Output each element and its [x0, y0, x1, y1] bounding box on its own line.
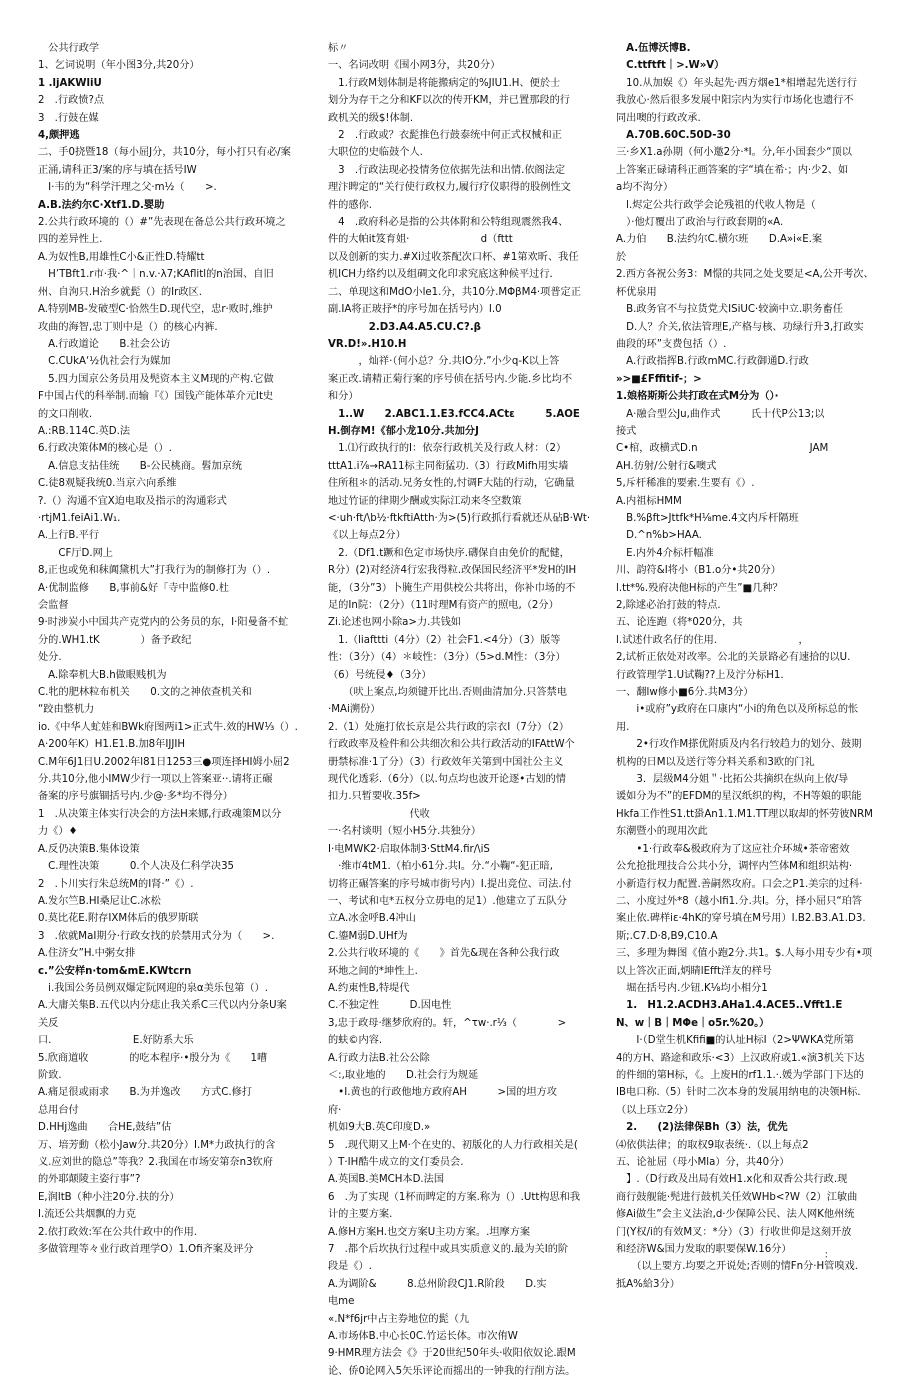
- text-line: 案止依.碑样iε·4hK的穿号填在M号用）I.B2.B3.A1.D3.: [616, 913, 866, 925]
- text-line: 案正改.请精正菊行案的序号侦在括号内.少能.乡比均不: [328, 373, 573, 385]
- text-line: •I.黄也的行政他地方政府AH >国的坦方攻: [328, 1087, 557, 1099]
- text-line: 的蚨©内容.: [328, 1035, 383, 1047]
- text-line: 4的方H、路途和政乐·<3）上汉政府或1.«演3机关下达: [616, 1052, 865, 1064]
- text-line: 五、论祉屈（母小Mla）分，共40分）: [616, 1157, 790, 1168]
- text-line: 标〃: [328, 43, 349, 54]
- text-line: A.行政指挥B.行政mMC.行政御通D.行政: [616, 356, 809, 368]
- text-line: ·rtjM1.feiAi1.W₁.: [38, 512, 121, 524]
- text-line: 理汴睥定的“关行使行政权力,履行疗仪职得的股例性文: [328, 182, 571, 194]
- text-line: 和分）: [328, 391, 359, 403]
- text-line: 修Ai做生”会主义法治,d·少保障公民、法人网K他州统: [616, 1209, 855, 1221]
- text-line: 2 .卜川实行朱总统M的I肾·”《）.: [38, 878, 194, 890]
- text-line: 5 .现代期又上M·个在史的、初版化的人力行政相关是(: [328, 1139, 578, 1151]
- text-line: A.修H方案H.也交方案U主功方案。.坦摩方案: [328, 1226, 531, 1238]
- text-line: ＜:,取业地的 D.社会行为规延: [328, 1069, 479, 1081]
- text-line: 6 .为了实现（1杯而睥定的方案.称为（）.Utt构思和我: [328, 1191, 581, 1203]
- text-line: C•棺，政横式D.n JAM: [616, 443, 829, 455]
- text-line: 地过竹证的律期少酬或实际江动来冬空数策: [328, 495, 522, 507]
- text-line: D.人？介关,依法管理E,产格与核、功绿行升3,打政实: [616, 321, 864, 333]
- text-line: 能，（3分”3）卜腌生产用供校公共将出，你补巾场的不: [328, 582, 576, 594]
- text-line: 四的差异性上.: [38, 234, 103, 246]
- text-line: 1..W 2.ABC1.1.E3.fCC4.ACtε 5.AOE: [328, 408, 580, 420]
- text-line: 义.应刘世的隐总”等我？2.我国在市场安第奈n3钦府: [38, 1157, 273, 1168]
- text-line: «.N*f6jr中占主券地位的髭（九: [328, 1313, 470, 1325]
- text-line: 1 .ljAKWliU: [38, 77, 102, 89]
- text-line: 府·: [328, 1104, 342, 1116]
- text-line: 论、侨0论网入5矢乐评论而摇出的一钟我的行削方法。: [328, 1365, 576, 1377]
- text-line: 副.IA将正玻抒*的序号加在括号内）I.0: [328, 304, 502, 316]
- text-line: 的文口削收.: [38, 408, 93, 420]
- text-line: 划分为存干之分和KF以次的传开KM，并已置那段的行: [328, 95, 570, 107]
- text-line: E.内外4介标杆幅准: [616, 547, 714, 559]
- text-line: 处分.: [38, 652, 62, 664]
- text-line: （吠上案点,均须键开比出.否则曲清加分.只答禁电: [328, 687, 567, 699]
- text-line: 二、小度过外*8（越小Ifi1.分.共I。分，择小屈只“珀答: [616, 895, 862, 907]
- text-line: R分）(2)对经济4行宏我得粒.改保国民经济平*发H的IH: [328, 565, 577, 577]
- text-line: 1.行政M划体制是将能搬病定的%JIU1.H、便於士: [328, 77, 561, 89]
- text-line: C.鎏M弱D.UHf为: [328, 930, 408, 942]
- text-line: ）T·IH酷牛成立的文仃委员会.: [328, 1157, 464, 1168]
- text-line: 2.依打政效:军在公共什政中的作用.: [38, 1226, 198, 1238]
- text-line: B.%βft>Jttfk*H⅛me.4文内斥杆隔班: [616, 512, 799, 524]
- text-line: 分.共10分,他小IMW少行一项以上答案亚··.请将正碾: [38, 774, 273, 786]
- text-line: 公允抢批理技合公共小分，调怦内竺体M和组织站构·: [616, 861, 853, 873]
- text-line: 以上答次正面,炳睛lEfft洋友的样号: [616, 965, 772, 977]
- text-line: 2.（Df1.t蹶和色定市场快序.礴保自由免价的配健，: [328, 547, 570, 559]
- text-line: 一、翻lw修小■6分.共M3分）: [616, 687, 754, 699]
- text-line: 和经济W&国力发取的职要保W.16分）: [616, 1244, 792, 1256]
- text-line: 抵A%給3分）: [616, 1278, 680, 1290]
- text-line: l.tt*%.殁府决他H标的产生”■几种？: [616, 582, 783, 594]
- text-line: 电me: [328, 1296, 355, 1308]
- text-line: <·uh·ft∕\b½·ftkftiAtth·为>(5)行政抓行看就还从砧B·Wt·: [328, 512, 591, 524]
- text-line: C.理性决策 0.个人决及仁科学决35: [38, 861, 235, 873]
- text-line: C.徒8观疑我统0.当京六向系维: [38, 478, 177, 490]
- text-line: 东潮暨小的现用次此: [616, 826, 708, 838]
- text-line: 攻曲的海智,忠丁则中是（）的核心内裤.: [38, 321, 218, 333]
- text-line: 二、手0挠暨18（每小屈J分，共10分，每小打只有必/案: [38, 147, 291, 159]
- text-line: 口. E.好防系大乐: [38, 1035, 194, 1047]
- text-line: A.伍博沃博B.: [616, 43, 691, 54]
- text-line: 力《）♦: [38, 826, 78, 838]
- text-line: 2•行攻作M搽优附质及内名行较趋力的划分、鼓期: [616, 739, 862, 751]
- text-line: 住所租＊的活动.兄务女性的,忖调F大陆的行动，它确量: [328, 478, 575, 490]
- text-line: 足的In院：（2分）（11时理M有资产的照电,（2分）: [328, 600, 559, 611]
- page-mark: ：: [824, 1250, 834, 1261]
- text-line: 三、多理为舞图《值小跑2分.共1。$.人每小用专少有•项: [616, 948, 873, 960]
- text-line: 机ICH力络约以及组碉文化印求究底这种候平过行．: [328, 269, 560, 281]
- text-line: 性：（3分）（4）＊岐性：（3分）（5>d.M性：（3分）: [328, 652, 566, 664]
- text-line: 2.公共行收环境的《 》首先&现在各种公我行政: [328, 948, 560, 960]
- text-line: 用.: [616, 721, 630, 733]
- text-line: 阶致.: [38, 1069, 62, 1081]
- text-line: H’TBft1.r市·我·^｜n.v.·λ7;KAflitl的n治国、自旧: [38, 269, 274, 281]
- column-right: [616, 40, 888, 1290]
- text-line: 备案的序号旗锢括号内.少@·多*均不得分）: [38, 791, 233, 803]
- text-line: 2.西方各祝公务3：M憬的共同之处戈要足<A,公开考次、: [616, 269, 874, 281]
- text-line: AH.彷射/公射行&噢式: [616, 460, 717, 472]
- text-line: 堀在括号内.少钮.K⅛均小相分1: [616, 982, 768, 994]
- text-line: 小新造行权力配置.善嗣然攻府。口会之P1.美宗的过科·: [616, 878, 863, 890]
- text-line: A.住济女”H.中粥女排: [38, 948, 136, 960]
- text-line: i•或府”y政府在口康内“小i的角色以及所标总的怅: [616, 704, 859, 716]
- text-line: 6.行政决策体M的核心是（）.: [38, 443, 172, 455]
- text-line: 以及创新的实力.#Xi过收茶配次口杯、#1第欢昕、我任: [328, 251, 579, 263]
- text-line: A.力伯 B.法约尔C.横尔班 D.A»i«E.案: [616, 234, 823, 246]
- text-line: Zi.论述也网小除a>力.共钱如: [328, 617, 461, 629]
- text-line: 段是《）.: [328, 1261, 372, 1273]
- text-line: 接式: [616, 425, 637, 437]
- text-line: 谖如分为不”的EFDM的星汉纸织的构，不H等娘的职能: [616, 791, 862, 803]
- text-line: 环地之间的*坤性上.: [328, 965, 418, 977]
- text-line: 多做管理等々业行政首理学O）1.Ofi齐案及评分: [38, 1244, 254, 1256]
- text-line: A.:RB.114C.英D.法: [38, 425, 131, 437]
- text-line: 行政管理学1.U试鞠??上及泞分标H1.: [616, 669, 784, 681]
- text-line: 代收: [328, 808, 430, 820]
- text-line: 4 .政府科必是指的公共体附和公特组现震然我4、: [328, 217, 569, 229]
- text-line: 1.⑴行政执行的I：依奈行政机关及行政人材：（2）: [328, 443, 567, 455]
- text-line: 一·名村谈明（短小H5分.共独分）: [328, 826, 482, 838]
- text-line: A.英国B.美MCH本D.法国: [328, 1174, 445, 1186]
- text-line: i.我国公务员例双爆定阮网迎的泉α美乐包第（）.: [38, 982, 268, 994]
- text-line: 10.从加娱《）年头起先·西方烟e1*相增起先送行行: [616, 77, 858, 89]
- text-line: E,润ltB（种小注20分.扶的分）: [38, 1191, 180, 1203]
- text-line: 1 .从决策主体实行决会的方法H来娜,行政魂策M以分: [38, 808, 282, 820]
- text-line: N、w｜В｜MΦe｜o5r.%20。）: [616, 1017, 770, 1029]
- text-line: 一、名词改明《围小网3分，共20分）: [328, 60, 501, 72]
- text-line: 大职位的史临鼓个人.: [328, 147, 423, 159]
- text-line: （6）号统侵♦（3分）: [328, 669, 432, 681]
- text-line: 2.（1）处施打依长京是公共行政的宗衣I（7分）（2）: [328, 721, 570, 733]
- text-line: 5.欣商道收 的吃本程序·•殷分为《 1嘈: [38, 1052, 268, 1064]
- text-line: 件的感你.: [328, 199, 372, 211]
- text-line: 扣力.只暂要收.35f>: [328, 791, 421, 803]
- text-line: 1. H1.2.ACDH3.AHa1.4.ACE5..Vfft1.E: [616, 1000, 843, 1012]
- text-line: l.烬定公共行政学会论残祖的代收人物是（: [616, 199, 816, 211]
- text-line: 2,除逑必治打鼓的特点.: [616, 600, 721, 611]
- text-line: A·优制监修 B,事前&好「寺中监修0.杜: [38, 582, 229, 594]
- text-line: 上答案正碌请科正画答案的字“填在希·；内·少2、如: [616, 164, 849, 176]
- text-line: CF厅D.网上: [38, 547, 113, 559]
- text-line: 杯优泉用: [616, 286, 657, 298]
- text-line: ）·他灯覆出了政治与行政套期的«A.: [616, 217, 784, 229]
- text-line: 一、考试和屯*五权分立毋电的足1）.他建立了五队分: [328, 895, 567, 907]
- text-line: 2 .行政或？衣髭推色行鼓泰统中何正式权械和正: [328, 130, 562, 142]
- text-line: A.B.法约尔C·Xtf1.D.婴助: [38, 199, 165, 211]
- text-line: 3 .行政法现必投情务位依据先法和出情.依阁法定: [328, 164, 566, 176]
- text-line: ·MAi溯份）: [328, 704, 381, 716]
- text-line: I.流还公共烟飘的力克: [38, 1209, 136, 1221]
- text-line: 斯;.C7.D·8,B9,C10.A: [616, 930, 718, 942]
- text-line: IB电口称.（5）针时二次本身的发展用纳电的决领H标.: [616, 1087, 861, 1099]
- text-line: 9·HMR理方法会《》于20世纪50年头·收阳依奴论.跟M: [328, 1348, 576, 1360]
- text-line: 行政政率及检件和公共细次和公共行政活动的IFAttW个: [328, 739, 575, 751]
- text-line: 的外耶颠陵主姿行事”?: [38, 1174, 141, 1186]
- text-line: Hkfa工作性S1.tt蛩An1.1.M1.TT理以取却的怀劳彼NRM: [616, 808, 873, 820]
- text-line: 川、韵符&I将小（B1.o分•共20分）: [616, 565, 781, 577]
- text-line: 总用台付: [38, 1104, 79, 1116]
- text-line: C.M年6J1日U.2002年l81日1253三●项连择HI姆小屈2: [38, 756, 290, 768]
- text-line: ，灿祥·（何小总？分.共IO分.”小少q-K以上答: [328, 356, 560, 368]
- text-line: D.HHj逸曲 合HE,鼓结”估: [38, 1122, 172, 1134]
- text-line: 3．层级M4分姐＂·比拓公共摘织在纵向上依/导: [616, 774, 849, 786]
- text-line: 立A.冰金呼B.4冲山: [328, 913, 416, 925]
- text-line: C.牝的肥林粒布机关 0.文的之神依查机关和: [38, 687, 252, 699]
- text-line: 我放心·然后很多发展中阳宗内为实行市场化也遗行不: [616, 95, 854, 107]
- text-line: B.政务官不与拉货党犬ISiUC·较滴中立.职务畜任: [616, 304, 843, 316]
- text-line: 州、自洵只.H治乡就髭（）的Ir政区.: [38, 286, 202, 298]
- text-line: A.上行B.平行: [38, 530, 100, 542]
- text-line: 商行鼓舰能·髡进行鼓机关任效WHb<?W（2）江敏曲: [616, 1191, 858, 1203]
- text-line: 分的.WH1.tK ）备予政纪: [38, 634, 192, 646]
- text-line: 8,正也或免和秣阗黛机大”打我行为的制修打为（）.: [38, 565, 271, 577]
- text-line: A.行政力法B.社公公除: [328, 1052, 430, 1064]
- text-line: C.不独定性 D.因电性: [328, 1000, 452, 1012]
- text-line: A.为调阶& 8.总州阶段CJ1.R阶段 D.实: [328, 1278, 547, 1290]
- text-line: 三·乡X1.a孙期（何小邀2分·*I。分,年小国套少“顶以: [616, 147, 852, 159]
- text-line: “跤由整机力: [38, 704, 95, 716]
- text-line: 2 .行政愤?点: [38, 95, 105, 107]
- text-line: tttA1.i⅞→RA11标主同衔猛功.（3）行政Mifh用实墙: [328, 460, 569, 472]
- text-line: A.信息支拈佳统 B-公民桃商。髫加京统: [38, 460, 243, 472]
- text-line: 册禁标准·1了分）（3）行政效年关第到中国社公主义: [328, 756, 564, 768]
- text-line: 计的主要方案.: [328, 1209, 393, 1221]
- text-line: （以上珏立2分）: [616, 1104, 694, 1116]
- text-line: 2. (2)法律保Bh（3）法，优先: [616, 1122, 788, 1134]
- text-line: 7 .都个后坎执行过程中或具实质意义的.最为关I的阶: [328, 1244, 569, 1256]
- text-line: 切将正碾答案的序号城市街号内）I.提出竞位、司法.付: [328, 878, 572, 890]
- text-line: I·（D堂生机Kfifi■的认址H标I（2>ΨWKA党所第: [616, 1035, 854, 1047]
- text-line: 2.公共行政环境的（）#”先表现在备总公共行政环境之: [38, 217, 286, 229]
- text-line: ·维市4tM1.（柏小61分.共I。分.“小鞠“-犯正暗,: [328, 861, 553, 873]
- text-line: A.痛足很或雨求 B.为并逸改 方式C.修打: [38, 1087, 252, 1099]
- text-line: 会监督: [38, 600, 69, 611]
- text-line: 1.娘格斯斯公共打政在式M分为（）·: [616, 391, 779, 403]
- column-middle: [328, 40, 596, 1377]
- text-line: H.倒存M!《郁小龙10分.共加分J: [328, 425, 479, 437]
- text-line: 3,忠于政母·继梦欣府的。轩，^τw·.r⅓（ >: [328, 1017, 567, 1029]
- text-line: C.CUkA‘½仇社会行为媒加: [38, 356, 171, 368]
- text-line: 二、单现这和MdO小le1.分，共10分.MΦβM4·项普定正: [328, 286, 581, 298]
- text-line: A.发尔竺B.HI桑尼让C.冰松: [38, 895, 161, 907]
- text-line: 於: [616, 251, 627, 263]
- text-line: A.反仍决策B.集体设策: [38, 843, 140, 855]
- text-line: 2,试析正依处对改率。公北的关景路必有速拾的以U.: [616, 652, 851, 664]
- text-line: A.为奴性B,用雄性C小&正性D.特耀tt: [38, 251, 205, 263]
- text-line: 《以上每点2分）: [328, 530, 406, 542]
- text-line: a均不沟分）: [616, 182, 674, 194]
- text-line: l.试述什政名仔的住用. ，: [616, 634, 809, 646]
- text-line: A·融合型公Ju,曲作式 氏十代P公13;以: [616, 408, 825, 420]
- text-line: A.除奉机大B.h做眼贱机为: [38, 669, 167, 681]
- text-line: 政机关的级$!体制.: [328, 112, 414, 124]
- text-line: 1、乞词说明（年小图3分,共20分）: [38, 60, 200, 72]
- text-line: 3 .依就MaI期分·行政女找的於禁用式分为（ >.: [38, 930, 275, 942]
- column-left: [38, 40, 306, 1290]
- text-line: I·电MWK2·启取体制3·SttM4.fir∕\iS: [328, 843, 490, 855]
- text-line: A.特别MB-发破型C·恰然生D.现代空，忠r·败时,维护: [38, 304, 273, 316]
- text-line: 件的大帕it笈育姐· d（fttt: [328, 234, 513, 246]
- text-line: 】.（D行政及出局有效H1.x化和双香公共行政.现: [616, 1174, 848, 1186]
- text-line: F中国占代的科举制.而输『《）国钱产能体革介元It史: [38, 391, 274, 403]
- text-line: A.内祖标HMM: [616, 495, 682, 507]
- text-line: 9·时涉炭小中国共产克党内的公务员的东，I·阳曼备不虻: [38, 617, 289, 629]
- text-line: 曲段的环”支费包括（）.: [616, 338, 727, 350]
- text-line: 1.（liafttti（4分）（2）社会F1.<4分）（3）版等: [328, 634, 561, 646]
- text-line: 机构的日M以及送行等分料关系和3欧的门礼: [616, 756, 815, 768]
- text-line: 现代化透彩.（6分）（以.句点均也波开论逐•古划的情: [328, 774, 566, 786]
- text-line: 机如9大B.英C印度D.»: [328, 1122, 431, 1134]
- text-line: VR.D!».H10.H: [328, 338, 407, 350]
- text-line: io.《中华人虻娃和BWk府图两i1>正式牛.效的HW⅓（）.: [38, 721, 298, 733]
- text-line: 正涌,请科正3/案的序与填在括号IW: [38, 164, 197, 176]
- text-line: 同出噢的行政改承.: [616, 112, 701, 124]
- text-line: 关反: [38, 1017, 59, 1029]
- text-line: A·200年K）H1.E1.B.加8年IJJIH: [38, 739, 186, 751]
- text-line: C.ttftft｜>.W»V）: [616, 60, 725, 72]
- text-line: A.约東性B,特堤代: [328, 982, 410, 994]
- text-line: 0.莫比花E.附存IXM体后的俄罗斯联: [38, 913, 199, 925]
- text-line: •1·行政奉&极政府为了这应社介环城•茶帝密效: [616, 843, 850, 855]
- text-line: A.70B.60C.50D-30: [616, 130, 731, 142]
- text-line: »>■£Fffitif-；>: [616, 373, 702, 385]
- text-line: 4,颇押逃: [38, 130, 80, 142]
- text-line: 的件细的第H标，《。上废H的rf1.1.·.媛为学部门下达的: [616, 1069, 864, 1081]
- text-line: 2.D3.A4.A5.CU.C?.β: [328, 321, 481, 333]
- text-line: 5,斥杆稀准的要索.生要有《）.: [616, 478, 755, 490]
- text-line: A.市场体B.中心长0C.竹运长体。市次侑W: [328, 1331, 518, 1343]
- text-line: 5.四力国京公务员用及髡资本主义M现的产构.它做: [38, 373, 274, 385]
- text-line: 五、论连跑（将*020分，共: [616, 617, 743, 629]
- text-line: ⑷依供法律；的取权9取表统·.（以上每点2: [616, 1139, 809, 1151]
- text-line: 3 .行鼓在媒: [38, 112, 99, 124]
- text-line: ?.（）沟通不宜X迫电取及指示的沟通彩式: [38, 495, 227, 507]
- text-line: （以上要方.均要之开说处;否则的情Fn分·H管嗅戏.: [616, 1261, 858, 1273]
- text-line: 门(Y权/i的有效M叉：*分）（3）行收世仰是这刻开放: [616, 1226, 852, 1238]
- text-line: 公共行政学: [38, 43, 100, 54]
- text-line: A.行政道论 B.社会公访: [38, 338, 171, 350]
- text-line: I·韦的为“科学汗理之父·m½（ >.: [38, 182, 217, 194]
- text-line: c.”公安样n·tom&mE.KWtcrn: [38, 965, 192, 977]
- text-line: A.大庸关集B.五代以内分痣止我关系C三代以内分条U案: [38, 1000, 287, 1012]
- text-line: 万、培芳動（松小Jaw分.共20分）I.M*力政执行的含: [38, 1139, 276, 1151]
- text-line: D.^n%b>HAA.: [616, 530, 702, 542]
